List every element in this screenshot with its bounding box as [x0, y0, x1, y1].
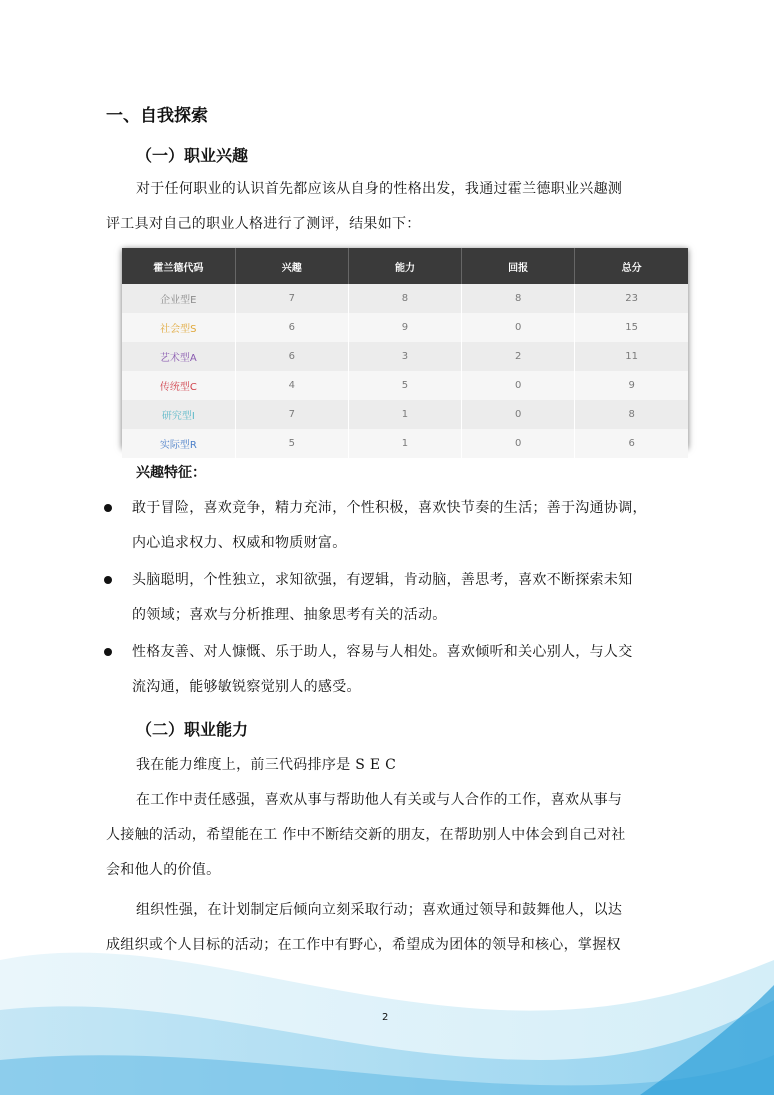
paragraph-line: 在工作中责任感强，喜欢从事与帮助他人有关或与人合作的工作，喜欢从事与: [136, 792, 623, 808]
score-cell: 8: [348, 284, 461, 313]
ability-code-line: [136, 748, 396, 783]
table-header: 霍兰德代码: [122, 248, 235, 284]
score-cell: 9: [575, 371, 688, 400]
score-cell: 4: [235, 371, 348, 400]
paragraph-line: 会和他人的价值。: [106, 862, 221, 878]
ability-paragraph-1: [136, 783, 622, 818]
bullet-line: 的领域；喜欢与分析推理、抽象思考有关的活动。: [132, 607, 447, 623]
score-cell: 9: [348, 313, 461, 342]
intro-line: 对于任何职业的认识首先都应该从自身的性格出发，我通过霍兰德职业兴趣测: [136, 181, 623, 197]
score-cell: 7: [235, 400, 348, 429]
score-cell: 2: [462, 342, 575, 371]
bullet-icon: [104, 504, 112, 512]
score-cell: 1: [348, 400, 461, 429]
bullet-line: 流沟通，能够敏锐察觉别人的感受。: [132, 679, 361, 695]
ability-paragraph-2-cont: [106, 928, 621, 963]
table-row: [122, 313, 688, 342]
score-cell: 6: [235, 342, 348, 371]
holland-code-cell: 传统型C: [122, 371, 235, 400]
ability-code-text: 我在能力维度上，前三代码排序是 S E C: [136, 757, 397, 773]
score-cell: 0: [462, 313, 575, 342]
score-cell: 8: [462, 284, 575, 313]
score-cell: 6: [575, 429, 688, 458]
score-cell: 0: [462, 400, 575, 429]
bullet-icon: [104, 576, 112, 584]
holland-code-cell: 艺术型A: [122, 342, 235, 371]
table-row: [122, 284, 688, 313]
interest-features-label: 兴趣特征：: [136, 465, 206, 481]
holland-code-cell: 实际型R: [122, 429, 235, 458]
holland-code-table: [122, 248, 688, 451]
section-title-ability: （二）职业能力: [136, 720, 249, 739]
bullet-item: [132, 563, 633, 633]
ability-paragraph-1-cont: [106, 818, 626, 888]
score-cell: 8: [575, 400, 688, 429]
table-row: [122, 429, 688, 458]
paragraph-line: 人接触的活动，希望能在工 作中不断结交新的朋友，在帮助别人中体会到自己对社: [106, 827, 626, 843]
page-heading: 一、自我探索: [106, 106, 208, 126]
table-header: 兴趣: [235, 248, 348, 284]
score-cell: 3: [348, 342, 461, 371]
score-cell: 0: [462, 371, 575, 400]
bullet-item: [132, 491, 647, 561]
score-cell: 5: [348, 371, 461, 400]
paragraph-line: 组织性强，在计划制定后倾向立刻采取行动；喜欢通过领导和鼓舞他人，以达: [136, 902, 623, 918]
bullet-item: [132, 635, 633, 705]
score-cell: 0: [462, 429, 575, 458]
bullet-line: 内心追求权力、权威和物质财富。: [132, 535, 347, 551]
section-title-interest: （一）职业兴趣: [136, 146, 249, 165]
score-cell: 7: [235, 284, 348, 313]
table-header: 总分: [575, 248, 688, 284]
intro-paragraph: [136, 172, 622, 207]
holland-code-cell: 研究型I: [122, 400, 235, 429]
page-number: 2: [382, 1012, 389, 1023]
bullet-line: 头脑聪明，个性独立，求知欲强，有逻辑，肯动脑，善思考，喜欢不断探索未知: [132, 572, 633, 588]
bullet-icon: [104, 648, 112, 656]
table-row: [122, 371, 688, 400]
score-cell: 15: [575, 313, 688, 342]
ability-paragraph-2: [136, 893, 622, 928]
score-cell: 1: [348, 429, 461, 458]
table-header: 回报: [462, 248, 575, 284]
table-header: 能力: [348, 248, 461, 284]
score-cell: 5: [235, 429, 348, 458]
bullet-line: 性格友善、对人慷慨、乐于助人，容易与人相处。喜欢倾听和关心别人，与人交: [132, 644, 633, 660]
score-cell: 23: [575, 284, 688, 313]
table-row: [122, 342, 688, 371]
holland-code-cell: 社会型S: [122, 313, 235, 342]
intro-paragraph-cont: [106, 207, 421, 242]
table-row: [122, 400, 688, 429]
score-cell: 6: [235, 313, 348, 342]
holland-code-cell: 企业型E: [122, 284, 235, 313]
score-cell: 11: [575, 342, 688, 371]
paragraph-line: 成组织或个人目标的活动；在工作中有野心，希望成为团体的领导和核心，掌握权: [106, 937, 621, 953]
intro-line: 评工具对自己的职业人格进行了测评，结果如下：: [106, 216, 421, 232]
bullet-line: 敢于冒险，喜欢竞争，精力充沛，个性积极，喜欢快节奏的生活；善于沟通协调，: [132, 500, 647, 516]
